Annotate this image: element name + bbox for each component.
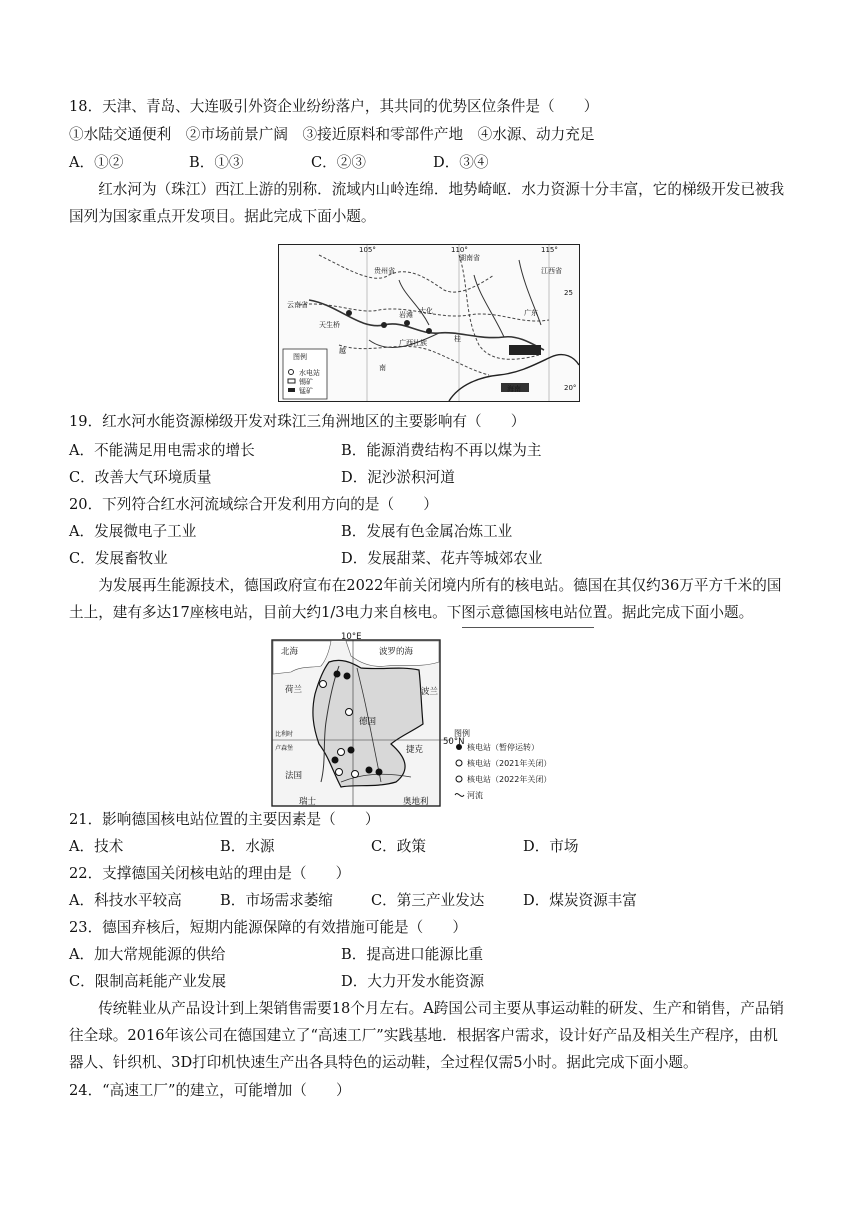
map1-lon-105: 105° — [359, 246, 376, 254]
map1-yue: 越 — [339, 347, 346, 355]
map2-belgium: 比利时 — [275, 731, 294, 738]
map1-lat-25: 25 — [564, 289, 573, 297]
q18-option-c: C．②③ — [311, 154, 366, 171]
map2-france: 法国 — [285, 771, 303, 781]
map2-luxembourg: 卢森堡 — [275, 745, 294, 752]
q19-option-c: C．改善大气环境质量 — [69, 469, 212, 486]
map1-lat-20: 20° — [564, 384, 577, 392]
map2-meridian-label: 10°E — [341, 632, 362, 642]
map1-lon-115: 115° — [541, 246, 558, 254]
map1-yantan: 岩滩 — [399, 311, 413, 319]
q22-option-a: A．科技水平较高 — [69, 892, 182, 909]
map1-dahua: 大化 — [419, 307, 433, 315]
q18-items: ①水陆交通便利 ②市场前景广阔 ③接近原料和零部件产地 ④水源、动力充足 — [69, 126, 595, 143]
map1-lon-110: 110° — [451, 246, 468, 254]
q20-stem: 20．下列符合红水河流域综合开发利用方向的是（ ） — [69, 496, 438, 513]
q23-option-d: D．大力开发水能资源 — [341, 973, 485, 990]
map2-switzerland: 瑞士 — [299, 797, 317, 807]
passage-shoe-factory: 传统鞋业从产品设计到上架销售需要18个月左右。A跨国公司主要从事运动鞋的研发、生产和销售，产品销往全球。2016年该公司在德国建立了“高速工厂”实践基地．根据客户需求，设计好产品及相关生产程序，由机器人、针织机、3D打印机快速生产出各具特色的运动鞋，全过程仅需5小时。据此完成下面小题。 — [69, 1000, 785, 1071]
q22-option-d: D．煤炭资源丰富 — [523, 892, 637, 909]
passage-germany: 为发展再生能源技术，德国政府宣布在2022年前关闭境内所有的核电站。德国在其仅约36万平方千米的国土上，建有多达17座核电站，目前大约1/3电力来自核电。下图示意德国核电站位置。据此完成下面小题。 — [69, 577, 782, 621]
q22-option-c: C．第三产业发达 — [371, 892, 485, 909]
hongshui-river-map — [278, 244, 580, 402]
map2-austria: 奥地利 — [403, 797, 429, 807]
q18-option-d: D．③④ — [433, 154, 489, 171]
q22-stem: 22．支撑德国关闭核电站的理由是（ ） — [69, 865, 351, 882]
underline-mark — [462, 627, 594, 628]
map2-legend-river: 河流 — [467, 791, 483, 800]
q19-option-b: B．能源消费结构不再以煤为主 — [341, 442, 542, 459]
map2-legend-2021: 核电站（2021年关闭） — [467, 759, 552, 768]
map1-guizhou: 贵州省 — [374, 267, 395, 275]
map2-legend-2022: 核电站（2022年关闭） — [467, 775, 552, 784]
map2-germany: 德国 — [359, 717, 377, 727]
q23-option-b: B．提高进口能源比重 — [341, 946, 484, 963]
q21-option-b: B．水源 — [220, 838, 275, 855]
q23-stem: 23．德国弃核后，短期内能源保障的有效措施可能是（ ） — [69, 919, 468, 936]
map1-legend-tin: 锡矿 — [299, 378, 313, 386]
map2-netherlands: 荷兰 — [285, 685, 303, 695]
map1-yunnan: 云南省 — [287, 301, 308, 309]
map1-guangxi: 广西壮族 — [399, 339, 427, 347]
map1-gui: 桂 — [454, 335, 461, 343]
map1-tianshengqiao: 天生桥 — [319, 321, 340, 329]
map1-hunan: 湖南省 — [459, 254, 480, 262]
map2-baltic-sea: 波罗的海 — [379, 647, 414, 657]
q24-stem: 24．“高速工厂”的建立，可能增加（ ） — [69, 1082, 351, 1099]
map2-poland: 波兰 — [421, 687, 439, 697]
map2-north-sea: 北海 — [281, 647, 299, 657]
q18-option-a: A．①② — [69, 154, 124, 171]
map2-czech: 捷克 — [406, 745, 424, 755]
map1-nan: 南 — [379, 364, 386, 372]
map1-guangdong: 广东 — [524, 309, 538, 317]
map2-legend-suspended: 核电站（暂停运转） — [467, 743, 539, 752]
q20-option-d: D．发展甜菜、花卉等城郊农业 — [341, 550, 543, 567]
q20-option-a: A．发展微电子工业 — [69, 523, 197, 540]
germany-nuclear-map — [271, 632, 611, 808]
q18-stem: 18．天津、青岛、大连吸引外资企业纷纷落户，其共同的优势区位条件是（ ） — [69, 98, 599, 115]
map2-legend-title: 图例 — [454, 729, 470, 738]
q19-option-d: D．泥沙淤积河道 — [341, 469, 455, 486]
q22-option-b: B．市场需求萎缩 — [220, 892, 333, 909]
q23-option-a: A．加大常规能源的供给 — [69, 946, 226, 963]
q20-option-c: C．发展畜牧业 — [69, 550, 168, 567]
q21-option-d: D．市场 — [523, 838, 579, 855]
map1-jiangxi: 江西省 — [541, 267, 562, 275]
q21-option-c: C．政策 — [371, 838, 426, 855]
passage-hongshui: 红水河为（珠江）西江上游的别称．流域内山岭连绵．地势崎岖．水力资源十分丰富，它的梯级开发已被我国列为国家重点开发项目。据此完成下面小题。 — [69, 181, 785, 225]
q18-option-b: B．①③ — [189, 154, 244, 171]
map1-legend-hydro: 水电站 — [299, 369, 320, 377]
q19-option-a: A．不能满足用电需求的增长 — [69, 442, 255, 459]
map1-legend-manganese: 锰矿 — [299, 387, 313, 395]
q21-option-a: A．技术 — [69, 838, 124, 855]
map1-legend-title: 图例 — [293, 353, 307, 361]
map2-parallel-label: 50°N — [443, 737, 465, 747]
q19-stem: 19．红水河水能资源梯级开发对珠江三角洲地区的主要影响有（ ） — [69, 413, 526, 430]
q21-stem: 21．影响德国核电站位置的主要因素是（ ） — [69, 811, 380, 828]
q20-option-b: B．发展有色金属冶炼工业 — [341, 523, 513, 540]
q23-option-c: C．限制高耗能产业发展 — [69, 973, 227, 990]
map1-hainan: 海南 — [507, 385, 521, 393]
